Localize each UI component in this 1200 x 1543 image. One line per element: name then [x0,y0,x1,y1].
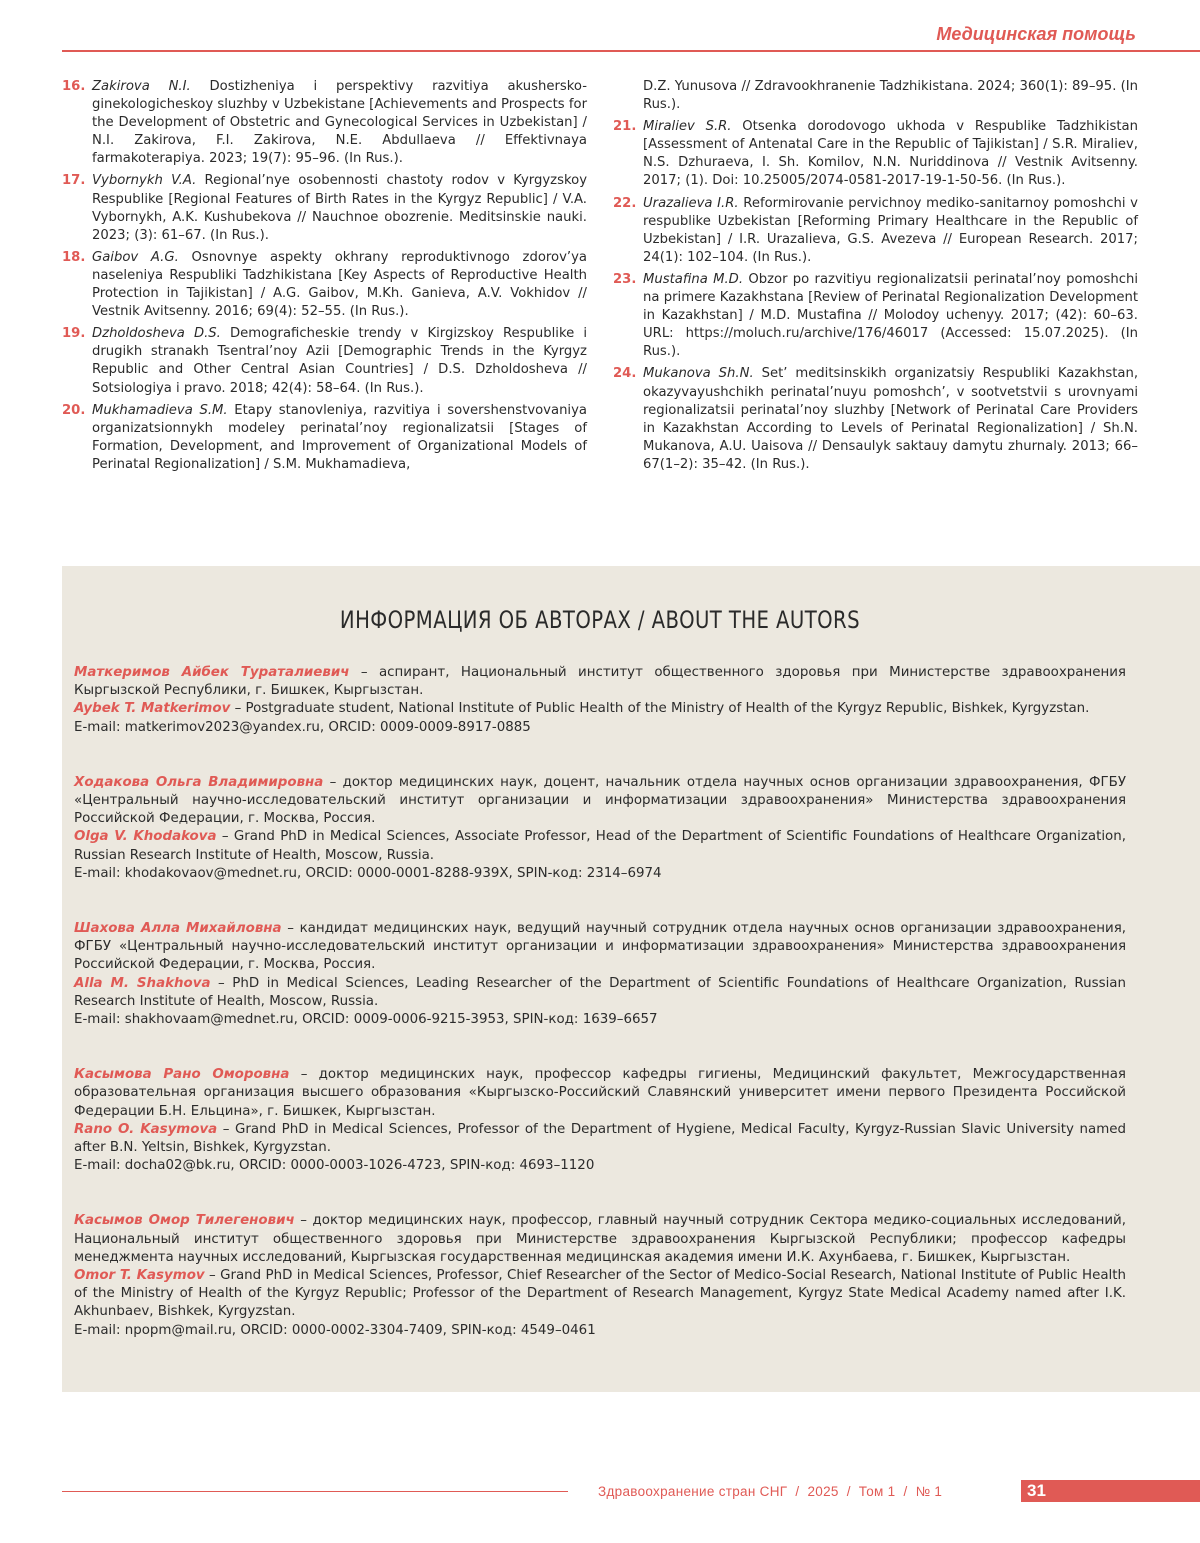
author-ru-name: Ходакова Ольга Владимировна [74,774,324,790]
author-en-name: Rano O. Kasymova [74,1121,218,1137]
reference-text: Demograficheskie trendy v Kirgizskoy Respublike i drugikh stranakh Tsentral’noy Azii [Demographic Trends in the Kyrgyz Republic and Other Central Asian Countries] / D.S. Dzholdosheva // Sotsiologiya i pravo. 2018; 42(4): 58–64. (In Rus.). [92,326,588,396]
author-en [74,1267,1126,1322]
author-en-text: – Postgraduate student, National Institute of Public Health of the Ministry of Health of the Kyrgyz Republic, Bishkek, Kyrgyzstan. [230,701,1090,717]
reference-author: Miraliev S.R. [643,119,732,135]
footer-journal-info [598,1484,942,1499]
running-header: Медицинская помощь [936,24,1136,44]
author-en-name: Aybek T. Matkerimov [74,701,231,717]
reference-text: Etapy stanovleniya, razvitiya i sovershenstvovaniya organizatsionnykh modeley perinatal’noy regionalizatsii [Stages of Formation, Development, and Improvement of Organizational Models of Perinatal Regionalization] / S.M. Mukhamadieva, [92,402,587,472]
author-ru-text: – доктор медицинских наук, профессор, главный научный сотрудник Сектора медико-социальных исследований, Национальный институт общественного здоровья при Министерстве здравоохранения Кыргызской Республики; профессор кафедры менеджмента научных исследований, Кыргызская государственная медицинская академия имени И.К. Ахунбаева, г. Бишкек, Кыргызстан. [74,1213,1126,1265]
reference-item [62,78,587,168]
reference-number: 19. [62,326,86,342]
references-right-column [613,78,1138,478]
reference-number: 24. [613,366,637,382]
author-en [74,975,1126,1011]
author-entry [74,1212,1126,1339]
author-contact: E-mail: npopm@mail.ru, ORCID: 0000-0002-3304-7409, SPIN-код: 4549–0461 [74,1322,596,1338]
author-en [74,828,1126,864]
reference-author: Vybornykh V.A. [92,173,197,189]
author-ru [74,1212,1126,1267]
references-left-column [62,78,587,478]
reference-author: Dzholdosheva D.S. [92,326,221,342]
reference-number: 23. [613,271,637,287]
author-entry [74,664,1126,737]
reference-author: Zakirova N.I. [92,79,191,94]
reference-item [613,271,1138,361]
footer-separator: / [903,1484,908,1499]
reference-item [62,325,587,397]
reference-author: Mustafina M.D. [643,271,744,287]
author-en-name: Olga V. Khodakova [74,829,217,845]
reference-text: Obzor po razvitiyu regionalizatsii perinatal’noy pomoshchi na primere Kazakhstana [Review of Perinatal Regionalization Development in Kazakhstan] / M.D. Mustafina // Molodoy uchenyy. 2017; (42): 60–63. URL: https://moluch.ru/archive/176/46017 (Accessed: 15.07.2025). (In Rus.). [643,271,1138,360]
author-contact: E-mail: khodakovaov@mednet.ru, ORCID: 0000-0001-8288-939X, SPIN-код: 2314–6974 [74,865,662,881]
author-ru-name: Шахова Алла Михайловна [74,921,282,937]
author-en-name: Omor T. Kasymov [74,1268,205,1284]
reference-text: Otsenka dorodovogo ukhoda v Respublike Tadzhikistan [Assessment of Antenatal Care in the Republic of Tajikistan] / S.R. Miraliev, N.S. Dzhuraeva, I. Sh. Komilov, N.N. Nuriddinova // Vestnik Avitsenny. 2017; (1). Doi: 10.25005/2074-0581-2017-19-1-50-56. (In Rus.). [643,119,1138,189]
footer-separator: / [795,1484,800,1499]
reference-item [62,249,587,321]
author-entry [74,1066,1126,1175]
reference-text: Reformirovanie pervichnoy mediko-sanitarnoy pomoshchi v respublike Uzbekistan [Reforming Primary Healthcare in the Republic of Uzbekistan] / I.R. Urazalieva, G.S. Avezeva // European Research. 2017; 24(1): 102–104. (In Rus.). [643,195,1138,265]
reference-item [613,118,1138,190]
reference-item [62,172,587,244]
author-ru-name: Касымов Омор Тилегенович [74,1213,295,1229]
author-ru [74,774,1126,829]
footer-volume: Том 1 [858,1484,896,1499]
footer-issue: № 1 [915,1484,943,1499]
author-ru [74,920,1126,975]
author-ru-name: Маткеримов Айбек Тураталиевич [74,665,350,680]
reference-text: Set’ meditsinskikh organizatsiy Respubliki Kazakhstan, okazyvayushchikh perinatal’nuyu pomoshch’, v sootvetstvii s urovnyami regionalizatsii perinatal’noy sluzhby [Network of Perinatal Care Providers in Kazakhstan According to Levels of Perinatal Regionalization] / Sh.N. Mukanova, A.U. Uaisova // Densaulyk saktauy damytu zhurnaly. 2013; 66–67(1–2): 35–42. (In Rus.). [643,366,1139,472]
reference-author: Mukanova Sh.N. [643,366,754,382]
author-contact: E-mail: docha02@bk.ru, ORCID: 0000-0003-1026-4723, SPIN-код: 4693–1120 [74,1158,595,1174]
reference-number: 20. [62,402,86,418]
author-en [74,1121,1126,1157]
author-entry [74,920,1126,1029]
reference-text: Dostizheniya i perspektivy razvitiya akushersko-ginekologicheskoy sluzhby v Uzbekistane [Achievements and Prospects for the Development of Obstetric and Gynecological Services in Uzbekistan] / N.I. Zakirova, F.I. Zakirova, N.E. Abdullaeva // Effektivnaya farmakoterapiya. 2023; 19(7): 95–96. (In Rus.). [92,79,587,167]
reference-number: 18. [62,249,86,265]
author-entry [74,774,1126,883]
author-ru-text: – доктор медицинских наук, доцент, начальник отдела научных основ организации здравоохранения, ФГБУ «Центральный научно-исследовательский институт организации и информатизации здравоохранения» Министерства здравоохранения Российской Федерации, г. Москва, Россия. [74,774,1127,827]
footer-separator: / [846,1484,851,1499]
reference-item [613,195,1138,267]
author-contact: E-mail: shakhovaam@mednet.ru, ORCID: 0009-0006-9215-3953, SPIN-код: 1639–6657 [74,1012,658,1028]
author-en-text: – Grand PhD in Medical Sciences, Professor, Chief Researcher of the Sector of Medico-Social Research, National Institute of Public Health of the Ministry of Health of the Kyrgyz Republic; Professor of the Department of Research Management, Kyrgyz State Medical Academy named after I.K. Akhunbaev, Bishkek, Kyrgyzstan. [74,1268,1126,1320]
reference-author: Urazalieva I.R. [643,195,739,211]
reference-number: 16. [62,79,86,94]
page-number: 31 [1021,1480,1200,1502]
footer-divider [62,1491,568,1492]
header-divider [62,50,1200,52]
footer-journal: Здравоохранение стран СНГ [598,1484,788,1499]
reference-continuation: D.Z. Yunusova // Zdravookhranenie Tadzhikistana. 2024; 360(1): 89–95. (In Rus.). [643,79,1138,113]
author-en-text: – PhD in Medical Sciences, Leading Researcher of the Department of Scientific Foundations of Healthcare Organization, Russian Research Institute of Health, Moscow, Russia. [74,975,1126,1009]
reference-item [613,365,1138,474]
reference-author: Mukhamadieva S.M. [92,402,228,418]
reference-number: 21. [613,119,637,135]
reference-number: 22. [613,195,637,211]
reference-number: 17. [62,173,86,189]
reference-text: Osnovnye aspekty okhrany reproduktivnogo zdorov’ya naseleniya Respubliki Tadzhikistana [Key Aspects of Reproductive Health Protection in Tajikistan] / A.G. Gaibov, M.Kh. Ganieva, A.V. Vokhidov // Vestnik Avitsenny. 2016; 69(4): 52–55. (In Rus.). [92,249,587,320]
author-en-text: – Grand PhD in Medical Sciences, Professor of the Department of Hygiene, Medical Faculty, Kyrgyz-Russian Slavic University named after B.N. Yeltsin, Bishkek, Kyrgyzstan. [74,1121,1126,1156]
authors-section-title: ИНФОРМАЦИЯ ОБ АВТОРАХ / ABOUT THE AUTORS [339,606,861,634]
footer-year: 2025 [807,1484,839,1499]
author-en-name: Alla M. Shakhova [74,975,211,991]
author-ru [74,1066,1126,1121]
author-ru [74,664,1126,700]
author-ru-name: Касымова Рано Оморовна [74,1067,290,1083]
authors-list [74,664,1126,1377]
author-ru-text: – доктор медицинских наук, профессор кафедры гигиены, Медицинский факультет, Межгосударственная образовательная организация высшего образования «Кыргызско-Российский Славянский университет имени первого Президента Российской Федерации Б.Н. Ельцина», г. Бишкек, Кыргызстан. [74,1067,1126,1119]
author-contact: E-mail: matkerimov2023@yandex.ru, ORCID: 0009-0009-8917-0885 [74,719,531,735]
author-en [74,700,1126,718]
reference-text: Regional’nye osobennosti chastoty rodov v Kyrgyzskoy Respublike [Regional Features of Birth Rates in the Kyrgyz Republic] / V.A. Vybornykh, A.K. Kushubekova // Nauchnoe obozrenie. Meditsinskie nauki. 2023; (3): 61–67. (In Rus.). [92,173,587,243]
reference-item [62,402,587,474]
author-en-text: – Grand PhD in Medical Sciences, Associate Professor, Head of the Department of Scientific Foundations of Healthcare Organization, Russian Research Institute of Health, Moscow, Russia. [74,829,1126,863]
reference-author: Gaibov A.G. [92,249,179,265]
author-ru-text: – аспирант, Национальный институт общественного здоровья при Министерстве здравоохранения Кыргызской Республики, г. Бишкек, Кыргызстан. [74,665,1126,699]
author-ru-text: – кандидат медицинских наук, ведущий научный сотрудник отдела научных основ организации здравоохранения, ФГБУ «Центральный научно-исследовательский институт организации и информатизации здравоохранения» Министерства здравоохранения Российской Федерации, г. Москва, Россия. [74,921,1127,973]
